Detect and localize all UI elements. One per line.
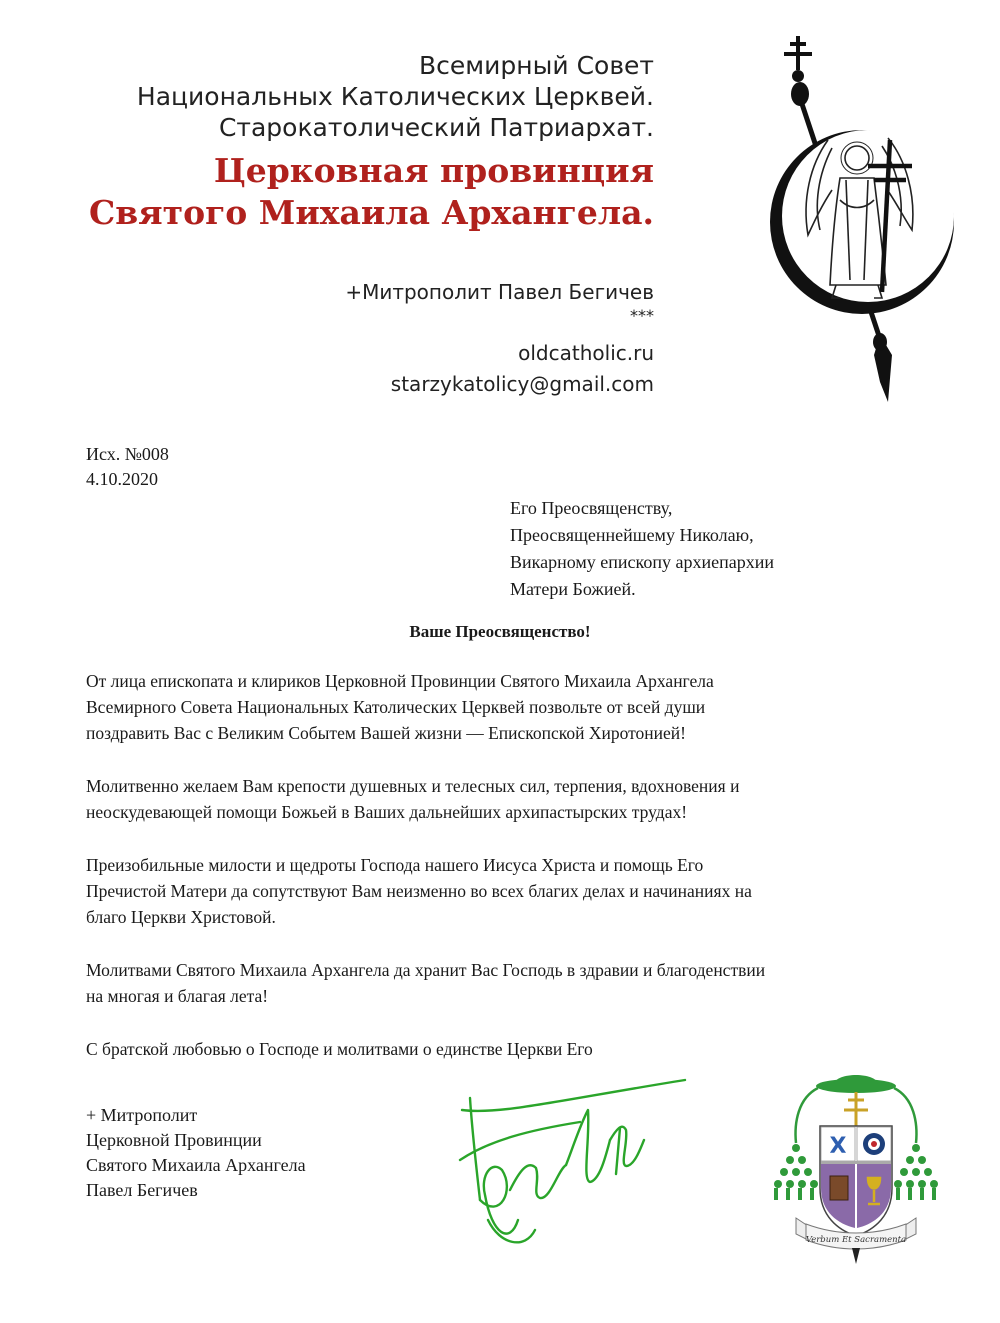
paragraph-line: Пречистой Матери да сопутствуют Вам неизменно во всех благих делах и начинаниях на [86,881,752,901]
coat-of-arms-icon [768,1068,944,1266]
letterhead-line-patriarchate: Старокатолический Патриархат. [218,113,654,142]
paragraph-line: С братской любовью о Господе и молитвами о единстве Церкви Его [86,1039,593,1059]
paragraph [86,852,926,930]
paragraph [86,773,926,825]
paragraph [86,957,926,1009]
paragraph-line: Всемирного Совета Национальных Католических Церквей позвольте от всей души [86,697,706,717]
paragraph-line: неоскудевающей помощи Божьей в Ваших дальнейших архипастырских трудах! [86,802,688,822]
email-link[interactable]: starzykatolicy@gmail.com [390,372,654,396]
reference-date: 4.10.2020 [86,469,158,489]
letter-body [86,668,926,1089]
paragraph-line: поздравить Вас с Великим Событем Вашей жизни — Епископской Хиротонией! [86,723,686,743]
paragraph-line: Преизобильные милости и щедроты Господа нашего Иисуса Христа и помощь Его [86,855,704,875]
signatory-line: Павел Бегичев [86,1180,198,1200]
paragraph-line: Молитвами Святого Михаила Архангела да хранит Вас Господь в здравии и благоденствии [86,960,766,980]
letterhead-line-council: Всемирный Совет [419,51,654,80]
handwritten-signature-icon [440,1070,700,1260]
svg-text:Χ: Χ [829,1134,847,1159]
signatory-line: + Митрополит [86,1105,198,1125]
addressee-line: Его Преосвященству, [510,498,673,518]
archangel-emblem-icon [740,30,980,415]
metropolitan-name: +Митрополит Павел Бегичев [345,280,654,304]
paragraph-line: на многая и благая лета! [86,986,269,1006]
addressee-line: Преосвященнейшему Николаю, [510,525,754,545]
province-title-line2: Святого Михаила Архангела. [89,193,654,232]
outgoing-reference [86,442,169,492]
salutation: Ваше Преосвященство! [409,622,591,641]
coat-of-arms-motto: Verbum Et Sacramenta [805,1235,907,1245]
addressee-block [510,495,774,603]
paragraph-line: благо Церкви Христовой. [86,907,276,927]
signatory [86,1103,306,1203]
reference-number: Исх. №008 [86,444,169,464]
website-link[interactable]: oldcatholic.ru [518,341,654,365]
addressee-line: Викарному епископу архиепархии [510,552,774,572]
letterhead [34,50,654,234]
signatory-line: Церковной Провинции [86,1130,262,1150]
paragraph [86,1036,926,1062]
addressee-line: Матери Божией. [510,579,636,599]
letterhead-line-churches: Национальных Католических Церквей. [136,82,654,111]
paragraph-line: От лица епископата и клириков Церковной Провинции Святого Михаила Архангела [86,671,714,691]
contact-info [345,278,654,399]
signatory-line: Святого Михаила Архангела [86,1155,306,1175]
paragraph-line: Молитвенно желаем Вам крепости душевных и телесных сил, терпения, вдохновения и [86,776,740,796]
paragraph [86,668,926,746]
separator-stars: *** [630,306,654,325]
province-title-line1: Церковная провинция [213,151,654,190]
